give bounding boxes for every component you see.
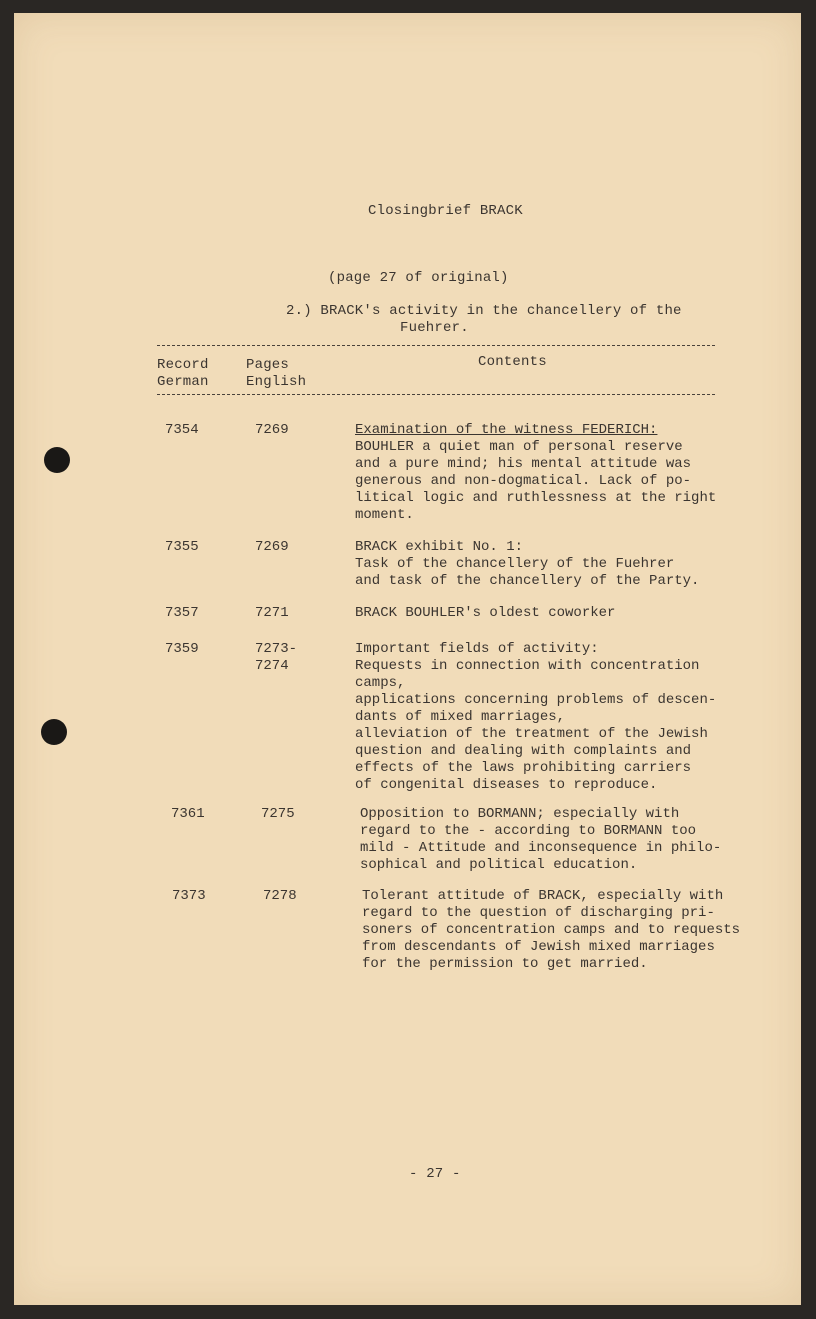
divider: [157, 394, 715, 395]
content-line: regard to the question of discharging pri-: [362, 905, 715, 921]
page-number: 7269: [255, 422, 289, 438]
content-line: Opposition to BORMANN; especially with: [360, 806, 680, 822]
content-line: alleviation of the treatment of the Jewish: [355, 726, 708, 742]
entry-heading: Examination of the witness FEDERICH:: [355, 422, 658, 438]
content-line: moment.: [355, 507, 414, 523]
content-line: applications concerning problems of descen-: [355, 692, 717, 708]
content-line: regard to the - according to BORMANN too: [360, 823, 697, 839]
column-header-record-sub: German: [157, 374, 209, 390]
content-line: BOUHLER a quiet man of personal reserve: [355, 439, 683, 455]
section-heading: 2.) BRACK's activity in the chancellery of the: [286, 303, 682, 319]
section-heading-continued: Fuehrer.: [400, 320, 469, 336]
content-line: for the permission to get married.: [362, 956, 648, 972]
contents-cell: [355, 641, 735, 794]
page-number: 7274: [255, 658, 289, 674]
content-line: litical logic and ruthlessness at the right: [355, 490, 717, 506]
page-note: (page 27 of original): [328, 270, 509, 286]
content-line: BRACK exhibit No. 1:: [355, 539, 524, 555]
record-number: 7355: [165, 539, 199, 555]
document-title: Closingbrief BRACK: [368, 203, 523, 219]
page-number: 7275: [261, 806, 295, 822]
content-line: Tolerant attitude of BRACK, especially with: [362, 888, 724, 904]
content-line: effects of the laws prohibiting carriers: [355, 760, 692, 776]
content-line: and task of the chancellery of the Party.: [355, 573, 700, 589]
content-line: question and dealing with complaints and: [355, 743, 692, 759]
page-number: 7278: [263, 888, 297, 904]
content-line: generous and non-dogmatical. Lack of po-: [355, 473, 692, 489]
punch-hole: [41, 719, 67, 745]
contents-cell: [360, 806, 740, 874]
contents-cell: [355, 539, 735, 590]
column-header-contents: Contents: [478, 354, 547, 370]
record-number: 7361: [171, 806, 205, 822]
content-line: of congenital diseases to reproduce.: [355, 777, 658, 793]
contents-cell: [355, 422, 735, 524]
page-number: 7269: [255, 539, 289, 555]
page-footer-number: - 27 -: [409, 1166, 461, 1182]
column-header-pages-sub: English: [246, 374, 307, 390]
page-number: 7273-: [255, 641, 298, 657]
record-number: 7359: [165, 641, 199, 657]
column-header-pages: Pages: [246, 357, 290, 373]
content-line: BRACK BOUHLER's oldest coworker: [355, 605, 616, 621]
content-line: Requests in connection with concentration: [355, 658, 700, 674]
punch-hole: [44, 447, 70, 473]
content-line: and a pure mind; his mental attitude was: [355, 456, 692, 472]
content-line: Important fields of activity:: [355, 641, 599, 657]
contents-cell: [355, 605, 735, 622]
record-number: 7373: [172, 888, 206, 904]
record-number: 7354: [165, 422, 199, 438]
content-line: camps,: [355, 675, 406, 691]
content-line: soners of concentration camps and to requests: [362, 922, 741, 938]
record-number: 7357: [165, 605, 199, 621]
content-line: from descendants of Jewish mixed marriages: [362, 939, 715, 955]
contents-cell: [362, 888, 742, 973]
page-number: 7271: [255, 605, 289, 621]
content-line: Task of the chancellery of the Fuehrer: [355, 556, 675, 572]
content-line: dants of mixed marriages,: [355, 709, 566, 725]
divider: [157, 345, 715, 346]
column-header-record: Record: [157, 357, 209, 373]
content-line: sophical and political education.: [360, 857, 638, 873]
page-range: [255, 641, 297, 675]
content-line: mild - Attitude and inconsequence in philo-: [360, 840, 722, 856]
